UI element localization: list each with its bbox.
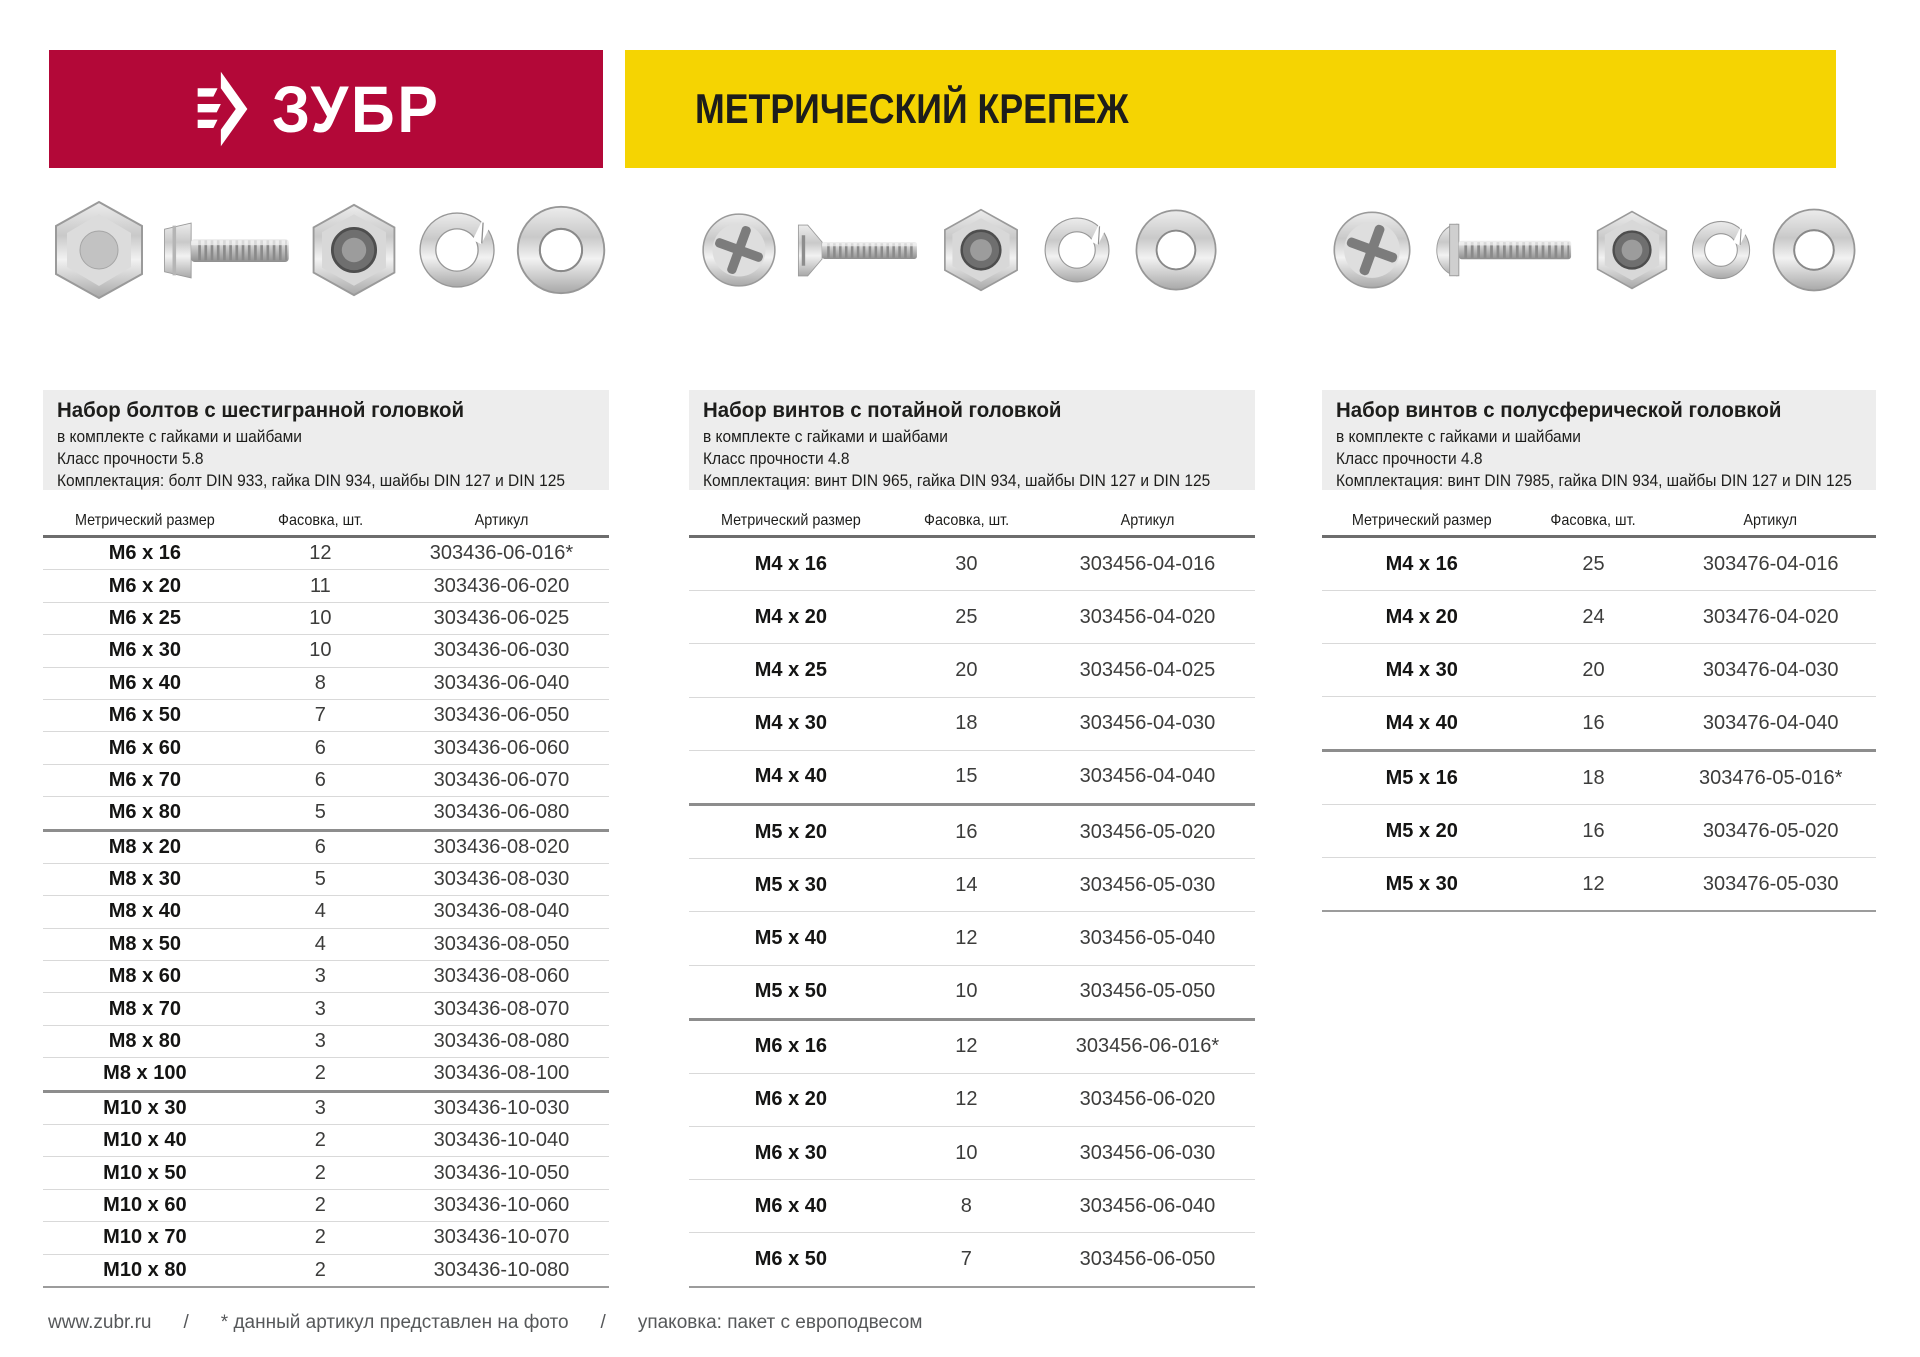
size-cell: М8 х 60 (108, 965, 181, 988)
article-cell: 303476-04-040 (1702, 711, 1839, 734)
brand-name: ЗУБР (272, 72, 442, 146)
table-row (43, 1189, 609, 1221)
size-cell: М8 х 20 (108, 835, 181, 858)
size-cell: М5 х 16 (1385, 766, 1458, 789)
article-cell: 303436-10-040 (433, 1129, 570, 1152)
size-cell: М6 х 16 (754, 1035, 827, 1058)
footer-note-asterisk: * данный артикул представлен на фото (220, 1312, 569, 1333)
table-row (689, 1073, 1255, 1126)
size-cell: М10 х 30 (103, 1096, 187, 1119)
hex-bolts-table (43, 535, 609, 1288)
table-row (43, 796, 609, 828)
table-row (43, 731, 609, 763)
table-row (43, 634, 609, 666)
pan-screws-section (1322, 390, 1876, 912)
qty-cell: 3 (314, 1096, 326, 1119)
size-cell: М6 х 30 (108, 639, 181, 662)
qty-cell: 8 (314, 671, 326, 694)
size-cell: М4 х 40 (754, 765, 827, 788)
qty-cell: 3 (314, 1030, 326, 1053)
column-header-qty: Фасовка, шт. (277, 512, 363, 529)
size-cell: М8 х 80 (108, 1030, 181, 1053)
table-row (43, 1221, 609, 1253)
table-row (689, 965, 1255, 1018)
qty-cell: 20 (1582, 658, 1605, 681)
column-header-size: Метрический размер (1351, 512, 1492, 529)
strength-class: Класс прочности 4.8 (703, 450, 850, 468)
article-cell: 303436-08-070 (433, 997, 570, 1020)
article-cell: 303456-06-020 (1079, 1088, 1216, 1111)
table-row (1322, 804, 1876, 857)
article-cell: 303436-08-080 (433, 1030, 570, 1053)
table-row (43, 602, 609, 634)
spring-washer-icon (1039, 212, 1115, 288)
article-cell: 303476-05-016* (1698, 766, 1843, 789)
qty-cell: 12 (955, 1035, 978, 1058)
qty-cell: 16 (1582, 711, 1605, 734)
qty-cell: 6 (314, 768, 326, 791)
column-header-qty: Фасовка, шт. (923, 512, 1009, 529)
table-row (43, 1254, 609, 1286)
table-row (1322, 590, 1876, 643)
size-cell: М4 х 25 (754, 658, 827, 681)
countersunk-screw-side-icon (795, 208, 922, 293)
phillips-pan-head-icon (1331, 209, 1413, 291)
pan-screw-side-icon (1428, 204, 1578, 296)
size-cell: М5 х 40 (754, 926, 827, 949)
countersunk-screws-section (689, 390, 1255, 1288)
article-cell: 303436-06-080 (433, 801, 570, 824)
qty-cell: 3 (314, 965, 326, 988)
article-cell: 303436-06-030 (433, 639, 570, 662)
page-title: МЕТРИЧЕСКИЙ КРЕПЕЖ (695, 85, 1129, 132)
size-cell: М5 х 20 (754, 820, 827, 843)
column-header-article: Артикул (1120, 512, 1175, 529)
qty-cell: 16 (955, 820, 978, 843)
flat-washer-icon (513, 202, 609, 298)
article-cell: 303456-04-030 (1079, 712, 1216, 735)
qty-cell: 18 (1582, 766, 1605, 789)
article-cell: 303436-06-025 (433, 606, 570, 629)
table-row (1322, 696, 1876, 749)
qty-cell: 10 (309, 639, 332, 662)
table-row (689, 590, 1255, 643)
article-cell: 303476-05-020 (1702, 819, 1839, 842)
hex-nut-icon (939, 208, 1023, 292)
strength-class: Класс прочности 5.8 (57, 450, 204, 468)
article-cell: 303476-04-016 (1702, 552, 1839, 575)
product-title: Набор болтов с шестигранной головкой (57, 398, 465, 422)
table-row (1322, 538, 1876, 590)
table-row (689, 538, 1255, 590)
table-header-row (43, 507, 609, 535)
table-row (43, 1124, 609, 1156)
size-cell: М8 х 40 (108, 900, 181, 923)
table-row (43, 1057, 609, 1089)
flat-washer-icon (1769, 205, 1859, 295)
qty-cell: 4 (314, 900, 326, 923)
table-row (43, 538, 609, 569)
spring-washer-icon (1687, 216, 1755, 284)
qty-cell: 25 (955, 605, 978, 628)
qty-cell: 4 (314, 932, 326, 955)
kit-contents: Комплектация: болт DIN 933, гайка DIN 934, шайбы DIN 127 и DIN 125 (57, 472, 565, 490)
size-cell: М8 х 50 (108, 932, 181, 955)
article-cell: 303456-04-020 (1079, 605, 1216, 628)
footer-separator: / (183, 1312, 189, 1333)
size-cell: М4 х 16 (1385, 552, 1458, 575)
qty-cell: 24 (1582, 605, 1605, 628)
table-row (689, 858, 1255, 911)
article-cell: 303456-06-040 (1079, 1194, 1216, 1217)
hex-nut-icon (1592, 210, 1672, 290)
article-cell: 303436-10-060 (433, 1194, 570, 1216)
qty-cell: 2 (314, 1161, 326, 1184)
article-cell: 303436-06-050 (433, 704, 570, 727)
size-cell: М4 х 16 (754, 552, 827, 575)
product-title: Набор винтов с потайной головкой (703, 398, 1062, 422)
table-row (43, 569, 609, 601)
qty-cell: 10 (309, 606, 332, 629)
article-cell: 303476-05-030 (1702, 872, 1839, 895)
qty-cell: 20 (955, 658, 978, 681)
size-cell: М6 х 40 (754, 1194, 827, 1217)
table-header-row (1322, 507, 1876, 535)
brand-logo-box (49, 50, 603, 168)
size-cell: М6 х 20 (108, 574, 181, 597)
column-header-size: Метрический размер (74, 512, 215, 529)
table-row (43, 895, 609, 927)
table-header-row (689, 507, 1255, 535)
article-cell: 303456-06-030 (1079, 1141, 1216, 1164)
qty-cell: 7 (960, 1248, 972, 1271)
kit-contents: Комплектация: винт DIN 7985, гайка DIN 934, шайбы DIN 127 и DIN 125 (1336, 472, 1852, 490)
article-cell: 303456-04-040 (1079, 765, 1216, 788)
article-cell: 303436-08-100 (433, 1062, 570, 1085)
article-cell: 303476-04-030 (1702, 658, 1839, 681)
column-header-article: Артикул (1743, 512, 1798, 529)
article-cell: 303436-08-060 (433, 965, 570, 988)
size-cell: М6 х 25 (108, 606, 181, 629)
article-cell: 303456-05-020 (1079, 820, 1216, 843)
article-cell: 303476-04-020 (1702, 605, 1839, 628)
table-row (1322, 643, 1876, 696)
article-cell: 303436-10-050 (433, 1161, 570, 1184)
table-row (43, 1090, 609, 1124)
site-link[interactable]: www.zubr.ru (48, 1312, 152, 1333)
product-info-block (1322, 390, 1876, 490)
table-row (43, 764, 609, 796)
article-cell: 303456-04-016 (1079, 552, 1216, 575)
size-cell: М6 х 16 (108, 542, 181, 565)
article-cell: 303436-06-020 (433, 574, 570, 597)
size-cell: М10 х 50 (103, 1161, 187, 1184)
table-row (689, 911, 1255, 964)
size-cell: М6 х 30 (754, 1141, 827, 1164)
product-info-block (43, 390, 609, 490)
strength-class: Класс прочности 4.8 (1336, 450, 1483, 468)
qty-cell: 30 (955, 552, 978, 575)
article-cell: 303436-08-030 (433, 868, 570, 891)
size-cell: М10 х 60 (103, 1194, 187, 1216)
product-title: Набор винтов с полусферической головкой (1336, 398, 1782, 422)
flat-washer-icon (1132, 206, 1220, 294)
qty-cell: 12 (955, 1088, 978, 1111)
qty-cell: 16 (1582, 819, 1605, 842)
article-cell: 303436-06-040 (433, 671, 570, 694)
product-subtitle: в комплекте с гайками и шайбами (1336, 428, 1581, 446)
article-cell: 303436-08-020 (433, 835, 570, 858)
qty-cell: 12 (955, 926, 978, 949)
size-cell: М5 х 20 (1385, 819, 1458, 842)
table-row (43, 992, 609, 1024)
table-row (689, 1232, 1255, 1285)
table-row (1322, 857, 1876, 910)
article-cell: 303456-05-040 (1079, 926, 1216, 949)
table-row (43, 699, 609, 731)
qty-cell: 18 (955, 712, 978, 735)
size-cell: М6 х 80 (108, 801, 181, 824)
qty-cell: 2 (314, 1258, 326, 1281)
column-header-article: Артикул (474, 512, 529, 529)
table-row (689, 643, 1255, 696)
spring-washer-icon (413, 206, 501, 294)
qty-cell: 2 (314, 1129, 326, 1152)
size-cell: М6 х 60 (108, 736, 181, 759)
qty-cell: 12 (1582, 872, 1605, 895)
table-row (43, 863, 609, 895)
product-info-block (689, 390, 1255, 490)
qty-cell: 5 (314, 868, 326, 891)
article-cell: 303456-06-050 (1079, 1248, 1216, 1271)
qty-cell: 6 (314, 736, 326, 759)
table-row (43, 667, 609, 699)
table-row (43, 928, 609, 960)
table-row (43, 960, 609, 992)
qty-cell: 2 (314, 1194, 326, 1216)
article-cell: 303436-06-070 (433, 768, 570, 791)
hex-bolt-side-icon (161, 206, 294, 295)
article-cell: 303436-10-030 (433, 1096, 570, 1119)
size-cell: М4 х 30 (754, 712, 827, 735)
size-cell: М10 х 80 (103, 1258, 187, 1281)
size-cell: М4 х 20 (1385, 605, 1458, 628)
product-subtitle: в комплекте с гайками и шайбами (703, 428, 948, 446)
qty-cell: 14 (955, 873, 978, 896)
article-cell: 303436-08-040 (433, 900, 570, 923)
size-cell: М6 х 50 (754, 1248, 827, 1271)
size-cell: М6 х 70 (108, 768, 181, 791)
article-cell: 303456-05-050 (1079, 980, 1216, 1003)
zubr-logo-icon (196, 71, 254, 147)
page-title-box (625, 50, 1836, 168)
qty-cell: 10 (955, 1141, 978, 1164)
table-row (43, 1025, 609, 1057)
qty-cell: 15 (955, 765, 978, 788)
article-cell: 303436-06-016* (429, 542, 574, 565)
article-cell: 303456-04-025 (1079, 658, 1216, 681)
qty-cell: 5 (314, 801, 326, 824)
table-row (43, 829, 609, 863)
pan-screws-table (1322, 535, 1876, 912)
size-cell: М5 х 50 (754, 980, 827, 1003)
countersunk-screws-table (689, 535, 1255, 1288)
hex-nut-icon (307, 203, 401, 297)
table-row (689, 697, 1255, 750)
article-cell: 303456-05-030 (1079, 873, 1216, 896)
size-cell: М6 х 50 (108, 704, 181, 727)
footer (48, 1312, 922, 1334)
size-cell: М4 х 30 (1385, 658, 1458, 681)
hex-bolt-photo-group (49, 185, 609, 315)
article-cell: 303456-06-016* (1075, 1035, 1220, 1058)
table-row (689, 1018, 1255, 1073)
table-row (43, 1156, 609, 1188)
article-cell: 303436-06-060 (433, 736, 570, 759)
table-row (1322, 749, 1876, 804)
table-row (689, 803, 1255, 858)
size-cell: М5 х 30 (1385, 872, 1458, 895)
column-header-qty: Фасовка, шт. (1550, 512, 1637, 529)
qty-cell: 2 (314, 1062, 326, 1085)
size-cell: М10 х 70 (103, 1226, 187, 1249)
table-row (689, 1179, 1255, 1232)
hex-head-top-icon (49, 200, 149, 300)
qty-cell: 7 (314, 704, 326, 727)
qty-cell: 2 (314, 1226, 326, 1249)
qty-cell: 25 (1582, 552, 1605, 575)
qty-cell: 11 (309, 574, 331, 597)
size-cell: М4 х 40 (1385, 711, 1458, 734)
article-cell: 303436-10-080 (433, 1258, 570, 1281)
size-cell: М6 х 40 (108, 671, 181, 694)
pan-screw-photo-group (1331, 185, 1859, 315)
size-cell: М8 х 30 (108, 868, 181, 891)
table-row (689, 750, 1255, 803)
article-cell: 303436-10-070 (433, 1226, 570, 1249)
hex-bolts-section (43, 390, 609, 1288)
size-cell: М6 х 20 (754, 1088, 827, 1111)
size-cell: М5 х 30 (754, 873, 827, 896)
size-cell: М8 х 70 (108, 997, 181, 1020)
qty-cell: 3 (314, 997, 326, 1020)
qty-cell: 10 (955, 980, 978, 1003)
phillips-countersunk-head-icon (700, 211, 778, 289)
countersunk-screw-photo-group (700, 185, 1220, 315)
size-cell: М10 х 40 (103, 1129, 187, 1152)
kit-contents: Комплектация: винт DIN 965, гайка DIN 934, шайбы DIN 127 и DIN 125 (703, 472, 1211, 490)
qty-cell: 8 (960, 1194, 972, 1217)
article-cell: 303436-08-050 (433, 932, 570, 955)
size-cell: М8 х 100 (103, 1062, 187, 1085)
footer-note-packaging: упаковка: пакет с европодвесом (637, 1312, 923, 1333)
product-subtitle: в комплекте с гайками и шайбами (57, 428, 302, 446)
qty-cell: 6 (314, 835, 326, 858)
footer-separator: / (600, 1312, 606, 1333)
qty-cell: 12 (309, 542, 332, 565)
table-row (689, 1126, 1255, 1179)
column-header-size: Метрический размер (720, 512, 861, 529)
size-cell: М4 х 20 (754, 605, 827, 628)
